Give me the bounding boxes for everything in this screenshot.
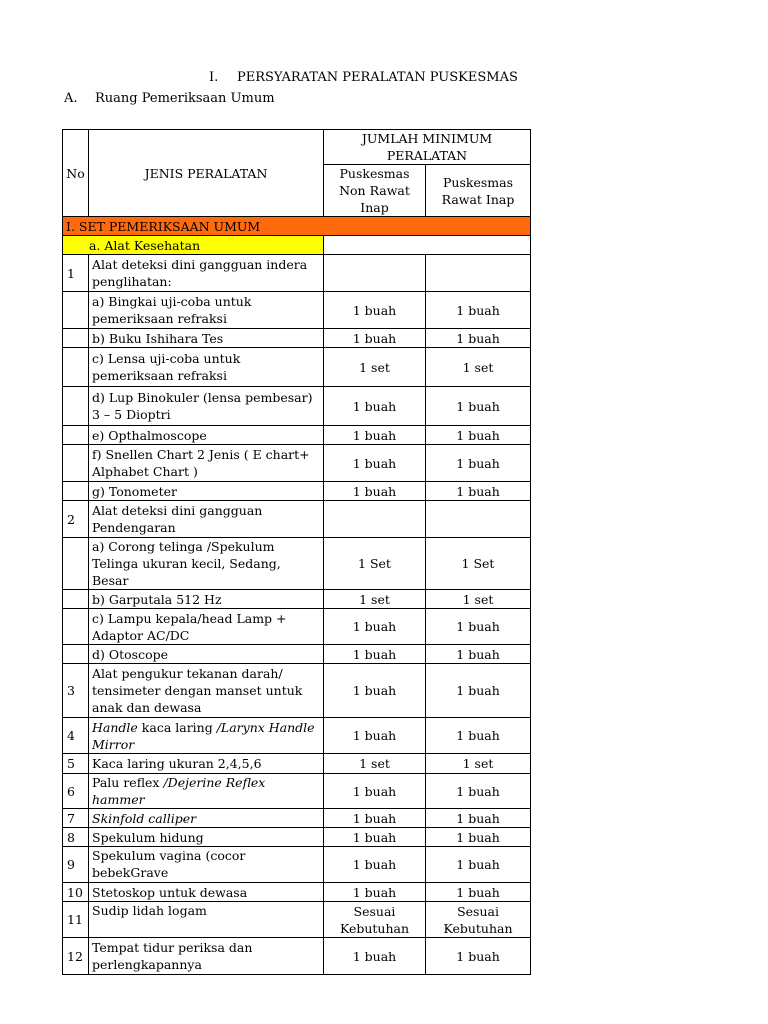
qty-rawat-inap: 1 buah: [426, 482, 531, 501]
qty-rawat-inap: 1 buah: [426, 292, 531, 329]
table-row: [63, 609, 531, 645]
qty-non-rawat-inap: 1 buah: [324, 329, 426, 348]
equipment-name: d) Lup Binokuler (lensa pembesar) 3 – 5 Dioptri: [89, 387, 324, 426]
row-number: [63, 538, 89, 590]
qty-non-rawat-inap: 1 set: [324, 754, 426, 774]
subsection-blank: [324, 236, 531, 255]
header-jumlah: JUMLAH MINIMUM PERALATAN: [324, 130, 531, 165]
row-number: [63, 482, 89, 501]
row-number: 10: [63, 883, 89, 902]
qty-rawat-inap: 1 buah: [426, 774, 531, 809]
qty-rawat-inap: [426, 255, 531, 292]
header-non-rawat-inap: Puskesmas Non Rawat Inap: [324, 165, 426, 217]
equipment-name: [89, 774, 324, 809]
qty-non-rawat-inap: 1 set: [324, 590, 426, 609]
table-row: [63, 387, 531, 426]
equipment-name: g) Tonometer: [89, 482, 324, 501]
table-row: [63, 255, 531, 292]
row-number: 6: [63, 774, 89, 809]
qty-non-rawat-inap: 1 buah: [324, 809, 426, 828]
qty-rawat-inap: 1 buah: [426, 883, 531, 902]
row-number: [63, 426, 89, 445]
qty-rawat-inap: 1 Set: [426, 538, 531, 590]
table-row: [63, 828, 531, 847]
row-number: [63, 590, 89, 609]
equipment-name: a) Bingkai uji-coba untuk pemeriksaan refraksi: [89, 292, 324, 329]
equipment-name: Stetoskop untuk dewasa: [89, 883, 324, 902]
table-row: [63, 426, 531, 445]
equipment-name-part: kaca laring: [137, 719, 217, 735]
equipment-name-part: /Dejerine Reflex hammer: [92, 775, 266, 807]
row-number: 1: [63, 255, 89, 292]
row-number: [63, 445, 89, 482]
qty-rawat-inap: 1 buah: [426, 718, 531, 754]
equipment-name: Alat pengukur tekanan darah/ tensimeter dengan manset untuk anak dan dewasa: [89, 664, 324, 718]
table-row: [63, 938, 531, 975]
equipment-name: Spekulum vagina (cocor bebekGrave: [89, 847, 324, 883]
table-row: [63, 292, 531, 329]
table-row: [63, 809, 531, 828]
qty-rawat-inap: 1 set: [426, 348, 531, 387]
table-row: [63, 482, 531, 501]
equipment-name: e) Opthalmoscope: [89, 426, 324, 445]
table-row: [63, 590, 531, 609]
equipment-name: Tempat tidur periksa dan perlengkapannya: [89, 938, 324, 975]
section-letter: A.: [64, 91, 78, 106]
equipment-name: d) Otoscope: [89, 645, 324, 664]
row-number: [63, 645, 89, 664]
section-heading: [64, 91, 275, 106]
qty-rawat-inap: 1 buah: [426, 609, 531, 645]
equipment-name: Sudip lidah logam: [89, 902, 324, 938]
row-number: 4: [63, 718, 89, 754]
header-jenis: JENIS PERALATAN: [89, 130, 324, 217]
qty-rawat-inap: 1 buah: [426, 809, 531, 828]
equipment-name: [89, 718, 324, 754]
table-row: [63, 718, 531, 754]
section-text: Ruang Pemeriksaan Umum: [95, 91, 275, 106]
qty-non-rawat-inap: [324, 501, 426, 538]
qty-rawat-inap: 1 buah: [426, 645, 531, 664]
header-rawat-inap: Puskesmas Rawat Inap: [426, 165, 531, 217]
qty-non-rawat-inap: 1 buah: [324, 828, 426, 847]
qty-non-rawat-inap: 1 buah: [324, 387, 426, 426]
title-text: PERSYARATAN PERALATAN PUSKESMAS: [237, 70, 518, 85]
row-number: 3: [63, 664, 89, 718]
row-number: [63, 348, 89, 387]
equipment-name: Spekulum hidung: [89, 828, 324, 847]
row-number: 12: [63, 938, 89, 975]
qty-non-rawat-inap: 1 Set: [324, 538, 426, 590]
section-row: I. SET PEMERIKSAAN UMUM: [63, 217, 531, 236]
qty-non-rawat-inap: [324, 255, 426, 292]
table-row: [63, 501, 531, 538]
qty-non-rawat-inap: 1 buah: [324, 482, 426, 501]
table-row: [63, 645, 531, 664]
qty-non-rawat-inap: 1 buah: [324, 883, 426, 902]
equipment-name: f) Snellen Chart 2 Jenis ( E chart+ Alphabet Chart ): [89, 445, 324, 482]
row-number: [63, 329, 89, 348]
qty-rawat-inap: 1 set: [426, 590, 531, 609]
row-number: 11: [63, 902, 89, 938]
header-no: No: [63, 130, 89, 217]
table-row: [63, 538, 531, 590]
qty-non-rawat-inap: 1 buah: [324, 609, 426, 645]
equipment-name: Alat deteksi dini gangguan Pendengaran: [89, 501, 324, 538]
row-number: 2: [63, 501, 89, 538]
title-number: I.: [209, 70, 219, 85]
qty-rawat-inap: 1 buah: [426, 387, 531, 426]
equipment-name-part: Palu reflex: [92, 775, 164, 790]
qty-non-rawat-inap: 1 buah: [324, 938, 426, 975]
qty-non-rawat-inap: 1 buah: [324, 718, 426, 754]
table-row: [63, 883, 531, 902]
table-row: [63, 664, 531, 718]
equipment-name: c) Lampu kepala/head Lamp + Adaptor AC/DC: [89, 609, 324, 645]
qty-rawat-inap: 1 buah: [426, 664, 531, 718]
row-number: [63, 609, 89, 645]
equipment-name-part: Handle: [92, 719, 138, 735]
table-row: [63, 847, 531, 883]
qty-non-rawat-inap: 1 buah: [324, 774, 426, 809]
qty-rawat-inap: 1 buah: [426, 828, 531, 847]
qty-non-rawat-inap: Sesuai Kebutuhan: [324, 902, 426, 938]
row-number: [63, 387, 89, 426]
table-row: [63, 902, 531, 938]
row-number: 7: [63, 809, 89, 828]
equipment-name: a) Corong telinga /Spekulum Telinga ukuran kecil, Sedang, Besar: [89, 538, 324, 590]
subsection-row: a. Alat Kesehatan: [63, 236, 324, 255]
qty-non-rawat-inap: 1 buah: [324, 645, 426, 664]
table-row: [63, 329, 531, 348]
qty-rawat-inap: 1 buah: [426, 847, 531, 883]
row-number: 9: [63, 847, 89, 883]
qty-non-rawat-inap: 1 buah: [324, 664, 426, 718]
qty-non-rawat-inap: 1 buah: [324, 292, 426, 329]
qty-non-rawat-inap: 1 buah: [324, 847, 426, 883]
equipment-name: b) Garputala 512 Hz: [89, 590, 324, 609]
equipment-name: c) Lensa uji-coba untuk pemeriksaan refraksi: [89, 348, 324, 387]
qty-rawat-inap: [426, 501, 531, 538]
table-row: [63, 445, 531, 482]
qty-rawat-inap: 1 buah: [426, 938, 531, 975]
qty-non-rawat-inap: 1 buah: [324, 426, 426, 445]
qty-rawat-inap: 1 set: [426, 754, 531, 774]
qty-non-rawat-inap: 1 set: [324, 348, 426, 387]
equipment-name: [89, 809, 324, 828]
equipment-name: b) Buku Ishihara Tes: [89, 329, 324, 348]
qty-non-rawat-inap: 1 buah: [324, 445, 426, 482]
equipment-name-part: Skinfold calliper: [92, 810, 197, 826]
document-title: [209, 70, 518, 85]
qty-rawat-inap: 1 buah: [426, 445, 531, 482]
equipment-table: [62, 129, 531, 975]
table-row: [63, 348, 531, 387]
equipment-name-part: /Larynx Handle Mirror: [92, 719, 315, 752]
row-number: 8: [63, 828, 89, 847]
row-number: [63, 292, 89, 329]
qty-rawat-inap: Sesuai Kebutuhan: [426, 902, 531, 938]
qty-rawat-inap: 1 buah: [426, 329, 531, 348]
equipment-name: Alat deteksi dini gangguan indera penglihatan:: [89, 255, 324, 292]
table-row: [63, 754, 531, 774]
row-number: 5: [63, 754, 89, 774]
table-row: [63, 774, 531, 809]
equipment-name: Kaca laring ukuran 2,4,5,6: [89, 754, 324, 774]
qty-rawat-inap: 1 buah: [426, 426, 531, 445]
